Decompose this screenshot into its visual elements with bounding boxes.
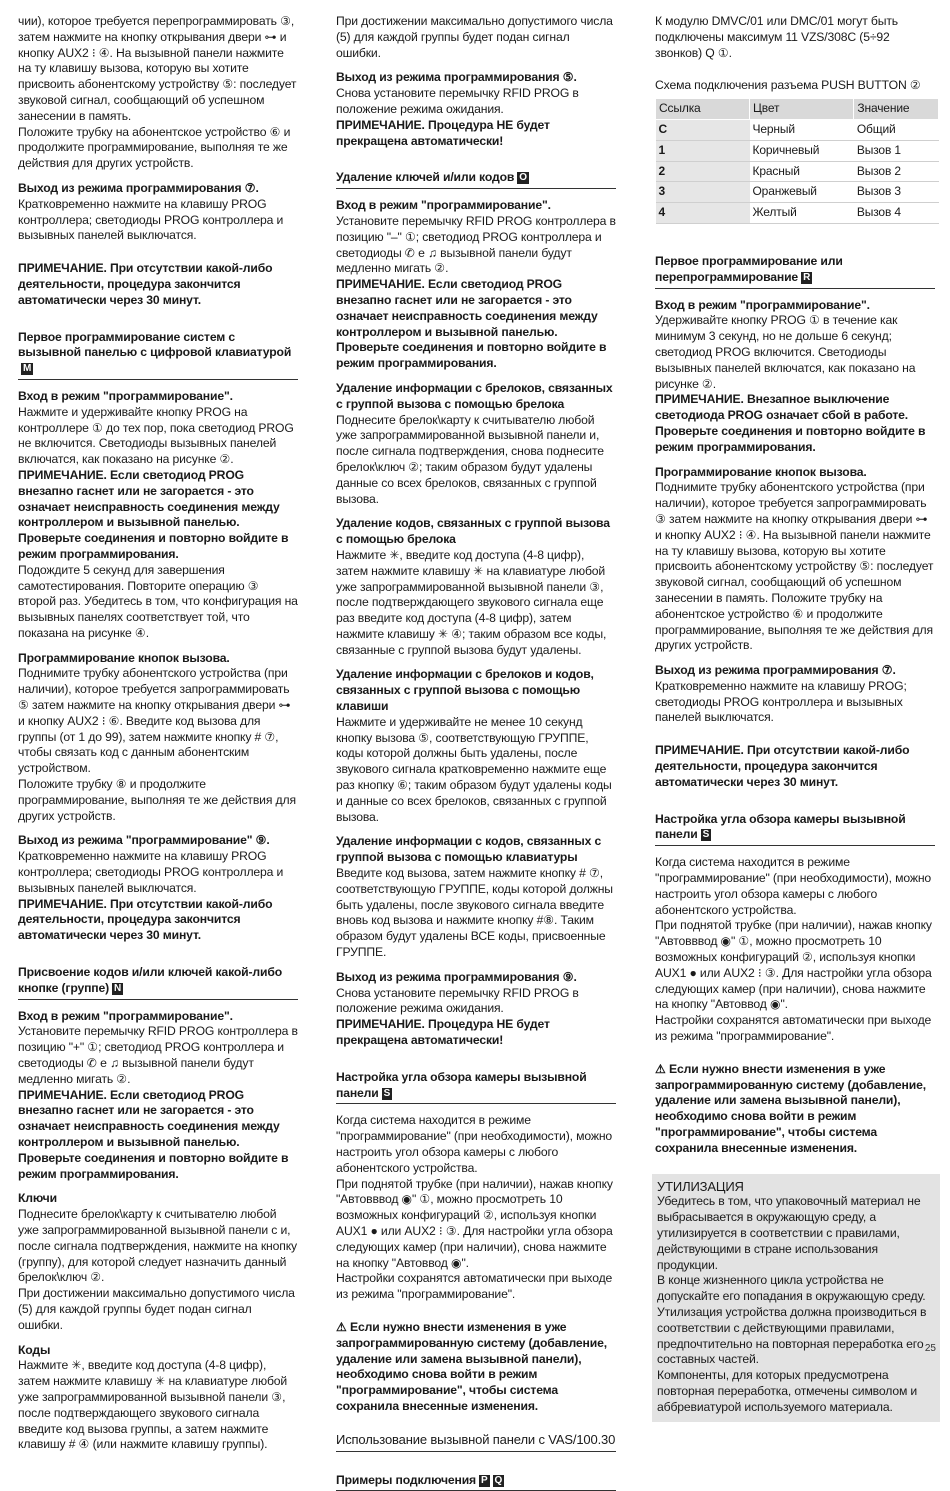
table-row (656, 203, 939, 224)
paragraph: К модулю DMVC/01 или DMC/01 могут быть подключены максимум 11 VZS/308C (5÷92 звонков) Q ①. (655, 14, 898, 60)
note: ПРИМЕЧАНИЕ. Если светодиод PROG внезапно гаснет или не загорается - это означает неисправность соединения между контроллером и вызывной панелью. Проверьте соединения и повторно войдите в режим программирования. (18, 1087, 289, 1181)
section-title: Присвоение кодов и/или ключей какой-либо кнопке (группе) (18, 965, 283, 995)
column-middle (336, 14, 616, 1491)
paragraph: В конце жизненного цикла устройства не допускайте его попадания в окружающую среду. (657, 1273, 926, 1304)
paragraph: Кратковременно нажмите на клавишу PROG; светодиоды PROG контроллера и вызывных панелей выключатся. (655, 678, 907, 725)
subheading: Вход в режим "программирование". (18, 1008, 233, 1023)
section-heading-s (336, 1070, 616, 1105)
paragraph: При достижении максимально допустимого числа (5) для каждой группы будет подан сигнал ошибки. (336, 14, 613, 60)
paragraph: Убедитесь в том, что упаковочный материал не выбрасывается в окружающую среду, а утилизируется в соответствии с правилами, действующими в стране использования продукции. (657, 1194, 921, 1272)
subheading: Удаление кодов, связанных с группой вызова с помощью брелока (336, 516, 610, 547)
table-header: Цвет (750, 99, 854, 120)
figure-badge: Q (494, 1474, 503, 1486)
paragraph: Настройки сохранятся автоматически при выходе из режима "программирование". (655, 1013, 932, 1044)
table-cell: Красный (750, 161, 854, 182)
paragraph: Положите трубку на абонентское устройство ⑥ и продолжите программирование, выполняя те же действия для других устройств. (18, 124, 291, 171)
figure-badge: O (519, 172, 527, 184)
note: ПРИМЕЧАНИЕ. Процедура НЕ будет прекращена автоматически! (336, 117, 550, 148)
paragraph: Утилизация устройства должна производиться в соответствии с действующими правилами, предпочтительно на повторная переработка его составных частей. (657, 1304, 927, 1367)
paragraph: Введите код вызова, затем нажмите кнопку # ⑦, соответствующую ГРУППЕ, коды которой должны быть удалены, после звукового сигнала введите вновь код вызова и нажмите кнопку #⑧. Таким образом будут удалены ВСЕ коды, присвоенные ГРУППЕ. (336, 866, 613, 960)
subheading: Удаление информации с брелоков и кодов, связанных с группой вызова с помощью клавиши (336, 667, 594, 714)
table-header: Ссылка (656, 99, 750, 120)
warning-note: ⚠ Если нужно внести изменения в уже запрограммированную систему (добавление, удаление или замена вызывной панели), необходимо снова войти в режим "программирование", чтобы система сохранила внесенные изменения. (655, 1061, 926, 1155)
table-cell: Оранжевый (750, 182, 854, 203)
table-cell: Общий (854, 119, 939, 140)
note: ПРИМЕЧАНИЕ. При отсутствии какой-либо деятельности, процедура закончится автоматически через 30 минут. (655, 743, 910, 789)
paragraph: Поднимите трубку абонентского устройства (при наличии), которое требуется запрограммировать ③ затем нажмите на кнопку открывания двери ⊶ и кнопку AUX2 ⁝ ④. На вызывной панели нажмите на ту клавишу вызова, которую вы хотите присвоить абонентскому устройству ⑤: последует звуковой сигнал, сообщающий об успешном занесении в память. Положите трубку на абонентское устройство ⑥ и продолжите программирование, выполняя те же действия для других устройств. (655, 480, 934, 653)
subheading: Вход в режим "программирование". (18, 388, 233, 403)
section-heading-vas: Использование вызывной панели с VAS/100.30 (336, 1432, 616, 1452)
section-title: Примеры подключения (336, 1472, 477, 1487)
note: ПРИМЕЧАНИЕ. При отсутствии какой-либо деятельности, процедура закончится автоматически через 30 минут. (18, 896, 273, 943)
subheading: Программирование кнопок вызова. (18, 650, 230, 665)
disposal-heading: УТИЛИЗАЦИЯ (657, 1178, 744, 1194)
figure-badge: P (481, 1474, 488, 1486)
table-header: Значение (854, 99, 939, 120)
paragraph: Нажмите ✳, введите код доступа (4-8 цифр), затем нажмите клавишу ✳ на клавиатуре любой уже запрограммированной вызывной панели ③, после подтверждающего звукового сигнала введите код вызова группы, а затем нажмите клавишу # ④ (или нажмите клавишу группы). (18, 1358, 288, 1452)
warning-note: ⚠ Если нужно внести изменения в уже запрограммированную систему (добавление, удаление или замена вызывной панели), необходимо снова войти в режим "программирование", чтобы система сохранила внесенные изменения. (336, 1319, 607, 1413)
section-title: Настройка угла обзора камеры вызывной панели (336, 1069, 587, 1100)
paragraph: При поднятой трубке (при наличии), нажав кнопку "Автовввод ◉" ①, можно просмотреть 10 возможных конфигураций ②, используя кнопки AUX1 ● или AUX2 ⁝ ③. Для настройки угла обзора следующих камер (при наличии), снова нажмите на кнопку "Автоввод ◉". (655, 918, 932, 1012)
figure-badge: N (114, 982, 122, 994)
subheading: Вход в режим "программирование". (336, 198, 551, 213)
table-cell: Вызов 2 (854, 161, 939, 182)
paragraph: Компоненты, для которых предусмотрена повторная переработка, отмечены символом и аббревиатурой используемого материала. (657, 1368, 918, 1414)
table-cell: Вызов 3 (854, 182, 939, 203)
subheading: Ключи (18, 1191, 57, 1206)
paragraph: Настройки сохранятся автоматически при выходе из режима "программирование". (336, 1271, 613, 1302)
section-heading-o (336, 170, 616, 189)
column-right (655, 14, 935, 1422)
paragraph: Когда система находится в режиме "программирование" (при необходимости), можно настроить угол обзора камеры с любого абонентского устройства. (655, 855, 932, 917)
figure-badge: R (803, 271, 811, 283)
paragraph: Положите трубку ⑧ и продолжите программирование, выполняя те же действия для других устройств. (18, 777, 296, 823)
table-cell: Желтый (750, 203, 854, 224)
paragraph: Поднесите брелок\карту к считывателю любой уже запрограммированной вызывной панели с и, после сигнала подтверждения, нажмите на кнопку (группу), для которой следует назначить данный брелок\ключ ②. (18, 1207, 297, 1285)
table-row (656, 140, 939, 161)
section-heading-n (18, 965, 298, 1000)
table-row (656, 161, 939, 182)
paragraph: При достижении максимально допустимого числа (5) для каждой группы будет подан сигнал ошибки. (18, 1286, 295, 1332)
section-heading-m (18, 330, 298, 380)
table-cell: C (656, 119, 750, 140)
section-heading-r (655, 254, 935, 289)
page-number: 25 (924, 1343, 936, 1354)
section-title: Удаление ключей и/или кодов (336, 170, 515, 185)
paragraph: чии), которое требуется перепрограммировать ③, затем нажмите на кнопку открывания двери ⊶ и кнопку AUX2 ⁝ ④. На вызывной панели нажмите на ту клавишу вызова, которую вы хотите присвоить абонентскому устройству ⑤: последует звуковой сигнал, сообщающий об успешном занесении в память. (18, 14, 297, 123)
table-cell: 1 (656, 140, 750, 161)
paragraph: Установите перемычку RFID PROG контроллера в позицию "+" ①; светодиод PROG контроллера и светодиоды ✆ е ♫ вызывной панели будут медленно мигать ②. (18, 1024, 298, 1086)
paragraph: Снова установите перемычку RFID PROG в положение режима ожидания. (336, 985, 579, 1016)
note: ПРИМЕЧАНИЕ. Внезапное выключение светодиода PROG означает сбой в работе. Проверьте соединения и повторно войдите в режим программирования. (655, 392, 926, 454)
section-heading-examples (336, 1473, 616, 1491)
subheading: Удаление информации с брелоков, связанных с группой вызова с помощью брелока (336, 380, 613, 411)
section-title: Настройка угла обзора камеры вызывной панели (655, 811, 906, 842)
subheading: Выход из режима программирования ⑦. (655, 663, 896, 678)
figure-badge: S (383, 1087, 391, 1099)
table-cell: 2 (656, 161, 750, 182)
table-cell: Коричневый (750, 140, 854, 161)
paragraph: Поднимите трубку абонентского устройства (при наличии), которое требуется запрограммировать ⑤ затем нажмите на кнопку открывания двери ⊶ и кнопку AUX2 ⁝ ⑥. Введите код вызова для группы (от 1 до 99), затем нажмите кнопку # ⑦, чтобы связать код с данным абонентским устройством. (18, 666, 291, 776)
subheading: Удаление информации с кодов, связанных с группой вызова с помощью клавиатуры (336, 834, 602, 865)
paragraph: Установите перемычку RFID PROG контроллера в позицию "–" ①; светодиод PROG контроллера и светодиоды ✆ е ♫ вызывной панели будут медленно мигать ②. (336, 213, 616, 276)
paragraph: Поднесите брелок\карту к считывателю любой уже запрограммированной вызывной панели и, после сигнала подтверждения, снова поднесите брелок\ключ ②; таким образом будут удалены данные со всех брелоков, связанных с группой вызова. (336, 412, 604, 506)
paragraph: При поднятой трубке (при наличии), нажав кнопку "Автовввод ◉" ①, можно просмотреть 10 возможных конфигураций ②, используя кнопки AUX1 ● или AUX2 ⁝ ③. Для настройки угла обзора следующих камер (при наличии), снова нажмите на кнопку "Автоввод ◉". (336, 1176, 613, 1270)
table-cell: Вызов 4 (854, 203, 939, 224)
disposal-box (652, 1174, 940, 1422)
table-header-row (656, 99, 939, 120)
subheading: Выход из режима программирования ⑦. (18, 180, 259, 195)
note: ПРИМЕЧАНИЕ. Процедура НЕ будет прекращена автоматически! (336, 1017, 550, 1048)
table-cell: Черный (750, 119, 854, 140)
subheading: Коды (18, 1342, 51, 1357)
table-cell: 3 (656, 182, 750, 203)
subheading: Выход из режима программирования ⑤. (336, 70, 577, 85)
paragraph: Снова установите перемычку RFID PROG в положение режима ожидания. (336, 86, 579, 116)
note: ПРИМЕЧАНИЕ. При отсутствии какой-либо деятельности, процедура закончится автоматически через 30 минут. (18, 261, 273, 307)
paragraph: Кратковременно нажмите на клавишу PROG контроллера; светодиоды PROG контроллера и вызывных панелей выключатся. (18, 196, 284, 243)
paragraph: Удерживайте кнопку PROG ① в течение как минимум 3 секунд, но не дольше 6 секунд; светодиод PROG включится. Светодиоды вызывных панелей включатся, как показано на рисунке ②. (655, 313, 916, 391)
note: ПРИМЕЧАНИЕ. Если светодиод PROG внезапно гаснет или не загорается - это означает неисправность соединения между контроллером и вызывной панелью. Проверьте соединения и повторно войдите в режим программирования. (336, 277, 607, 371)
paragraph: Нажмите ✳, введите код доступа (4-8 цифр), затем нажмите клавишу ✳ на клавиатуре любой уже запрограммированной вызывной панели ③, после подтверждающего звукового сигнала еще раз введите код доступа (4-8 цифр), затем нажмите клавишу ✳ ④; таким образом все коды, связанные с группой вызова будут удалены. (336, 547, 607, 657)
table-row (656, 119, 939, 140)
figure-badge: M (23, 363, 32, 375)
table-cell: Вызов 1 (854, 140, 939, 161)
paragraph: Когда система находится в режиме "программирование" (при необходимости), можно настроить угол обзора камеры с любого абонентского устройства. (336, 1113, 613, 1175)
table-caption: Схема подключения разъема PUSH BUTTON ② (655, 78, 921, 93)
table-row (656, 182, 939, 203)
paragraph: Нажмите и удерживайте кнопку PROG на контроллере ① до тех пор, пока светодиод PROG не включится. Светодиоды вызывных панелей включатся, как показано на рисунке ②. (18, 404, 294, 467)
table-cell: 4 (656, 203, 750, 224)
subheading: Выход из режима "программирование" ⑨. (18, 833, 270, 848)
connector-table (655, 98, 939, 224)
section-title: Первое программирование или перепрограммирование (655, 253, 843, 284)
paragraph: Подождите 5 секунд для завершения самотестирования. Повторите операцию ③ второй раз. Убедитесь в том, что конфигурация на вызывных панелях соответствует той, что показана на рисунке ④. (18, 562, 298, 640)
section-title: Первое программирование систем с вызывной панелью с цифровой клавиатурой (18, 329, 292, 360)
column-left (18, 14, 298, 1453)
paragraph: Нажмите и удерживайте не менее 10 секунд кнопку вызова ⑤, соответствующую ГРУППЕ, коды которой должны быть удалены, после звукового сигнала кратковременно нажмите еще раз кнопку ⑥; таким образом будут удалены коды и данные со всех брелоков, связанных с группой вызова. (336, 714, 612, 824)
note: ПРИМЕЧАНИЕ. Если светодиод PROG внезапно гаснет или не загорается - это означает неисправность соединения между контроллером и вызывной панелью. Проверьте соединения и повторно войдите в режим программирования. (18, 467, 289, 561)
section-heading-s (655, 812, 935, 847)
paragraph: Кратковременно нажмите на клавишу PROG контроллера; светодиоды PROG контроллера и вызывных панелей выключатся. (18, 849, 284, 895)
subheading: Программирование кнопок вызова. (655, 464, 867, 479)
figure-badge: S (702, 829, 710, 841)
subheading: Вход в режим "программирование". (655, 297, 870, 312)
subheading: Выход из режима программирования ⑨. (336, 969, 577, 984)
